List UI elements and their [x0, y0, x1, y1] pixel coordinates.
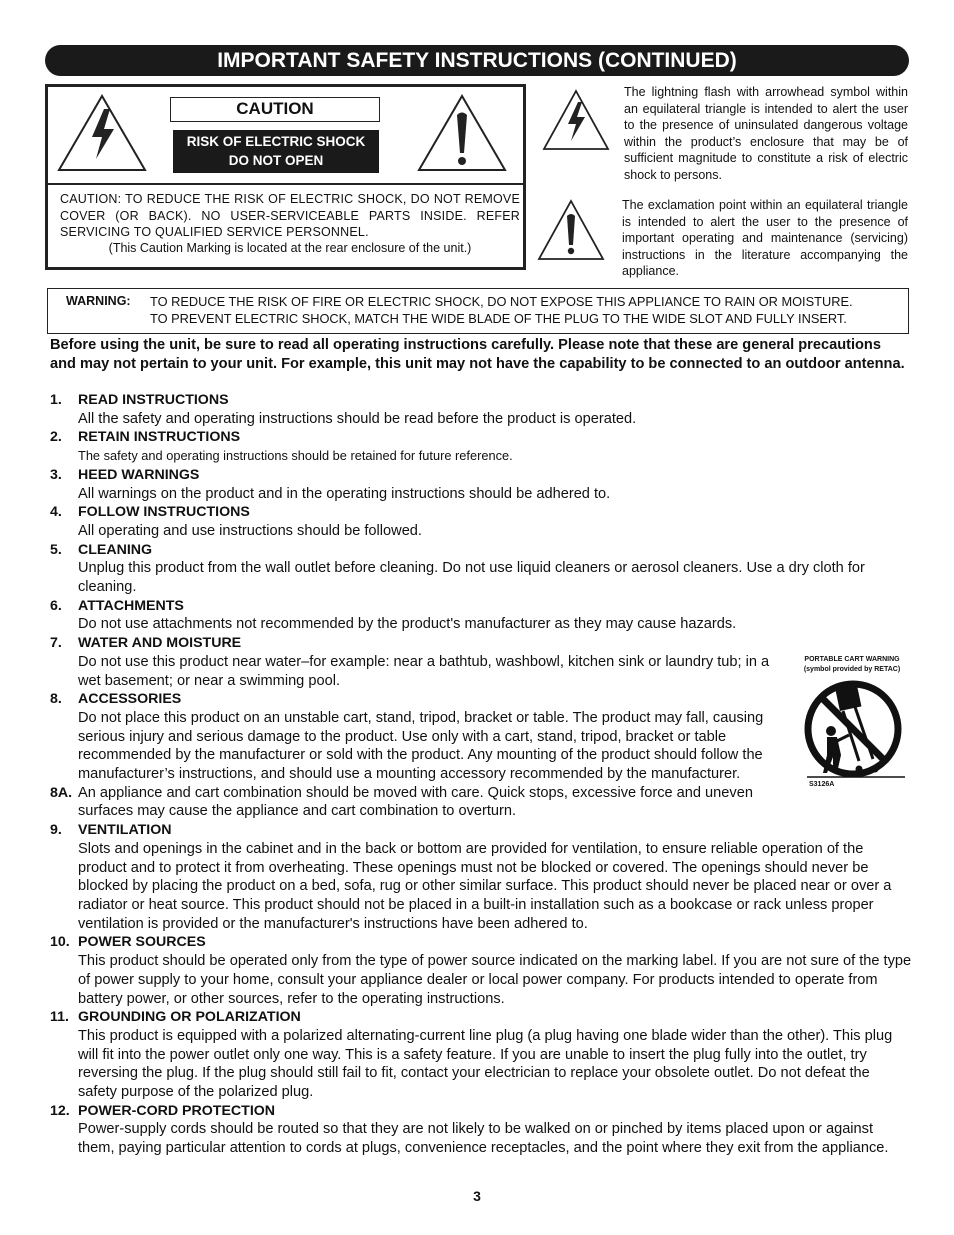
warning-box	[47, 288, 909, 334]
list-item	[50, 634, 912, 690]
item-heading: POWER SOURCES	[78, 934, 206, 951]
item-body: An appliance and cart combination should be moved with care. Quick stops, excessive force and uneven surfaces may cause the appliance and cart combination to overturn.	[78, 784, 753, 820]
list-item	[50, 821, 912, 933]
item-heading: HEED WARNINGS	[78, 466, 200, 483]
cart-warning-title: PORTABLE CART WARNING	[804, 656, 900, 663]
item-number: 7.	[50, 635, 62, 652]
caution-divider	[48, 183, 523, 185]
caution-text: CAUTION: TO REDUCE THE RISK OF ELECTRIC SHOCK, DO NOT REMOVE COVER (OR BACK). NO USER-SERVICEABLE PARTS INSIDE. REFER SERVICING TO QUALIFIED SERVICE PERSONNEL.	[60, 192, 520, 239]
item-number: 3.	[50, 466, 62, 483]
item-heading: READ INSTRUCTIONS	[78, 392, 229, 408]
intro-paragraph: Before using the unit, be sure to read all operating instructions carefully. Please note that these are general precautions and may not pertain to your unit. For example, this unit may not have the capability to be connected to an outdoor antenna.	[50, 337, 905, 372]
cart-warning-subtitle: (symbol provided by RETAC)	[803, 666, 901, 673]
warning-text	[150, 293, 853, 327]
exclamation-warning-icon	[416, 93, 508, 173]
list-item	[50, 541, 912, 597]
item-body: Do not place this product on an unstable cart, stand, tripod, bracket or table. The product may fall, causing serious injury and serious damage to the product. Use only with a cart, stand, tripod, bracket or table recommended by the manufacturer or sold with the product. Any mounting of the product should follow the manufacturer’s instructions, and should use a mounting accessory recommended by the manufacturer.	[78, 709, 764, 783]
instruction-list	[50, 391, 912, 1158]
warning-line-2: TO PREVENT ELECTRIC SHOCK, MATCH THE WIDE BLADE OF THE PLUG TO THE WIDE SLOT AND FULLY INSERT.	[150, 311, 847, 326]
lightning-warning-icon	[56, 93, 148, 173]
item-number: 5.	[50, 541, 62, 558]
cart-symbol-code: S3126A	[809, 781, 835, 788]
item-body: Slots and openings in the cabinet and in the back or bottom are provided for ventilation, to ensure reliable operation of the product and to protect it from overheating. These openings must not be blocked or covered. The openings should never be blocked by placing the product on a bed, sofa, rug or other similar surface. This product should never be placed near or over a radiator or heat source. This product should not be placed in a built-in installation such as a bookcase or rack unless proper ventilation is provided or the manufacturer's instructions have been adhered to.	[78, 840, 892, 932]
item-body: All warnings on the product and in the operating instructions should be adhered to.	[78, 485, 611, 502]
list-item	[50, 503, 912, 540]
risk-line-1: RISK OF ELECTRIC SHOCK	[186, 134, 366, 149]
list-item	[50, 1008, 912, 1102]
item-body: Unplug this product from the wall outlet before cleaning. Do not use liquid cleaners or aerosol cleaners. Use a dry cloth for cleaning.	[78, 560, 865, 596]
item-number: 6.	[50, 597, 62, 614]
item-heading: RETAIN INSTRUCTIONS	[78, 429, 241, 446]
item-number: 2.	[50, 429, 62, 446]
list-item	[50, 428, 912, 465]
portable-cart-warning	[797, 655, 907, 795]
item-number: 4.	[50, 504, 62, 521]
item-number: 9.	[50, 822, 62, 839]
item-heading: ATTACHMENTS	[78, 597, 184, 614]
risk-line-2: DO NOT OPEN	[228, 153, 324, 168]
page-title: IMPORTANT SAFETY INSTRUCTIONS (CONTINUED)	[45, 45, 909, 76]
item-number: 8A.	[50, 784, 73, 801]
page-number: 3	[473, 1188, 481, 1204]
item-number: 11.	[50, 1009, 69, 1026]
list-item	[50, 466, 912, 503]
item-number: 1.	[50, 392, 62, 408]
warning-label: WARNING:	[66, 294, 131, 308]
item-body: This product is equipped with a polarized alternating-current line plug (a plug having one blade wider than the other). This plug will fit into the power outlet only one way. This is a safety feature. If you are unable to insert the plug fully into the outlet, try reversing the plug. If the plug should still fail to fit, contact your electrician to replace your obsolete outlet. Do not defeat the safety purpose of the polarized plug.	[78, 1027, 893, 1101]
item-heading: FOLLOW INSTRUCTIONS	[78, 504, 250, 521]
item-heading: GROUNDING OR POLARIZATION	[78, 1009, 301, 1026]
caution-box	[45, 84, 526, 270]
item-heading: CLEANING	[78, 541, 153, 558]
item-heading: VENTILATION	[78, 822, 172, 839]
list-item	[50, 933, 912, 1008]
item-heading: WATER AND MOISTURE	[78, 635, 242, 652]
item-heading: ACCESSORIES	[78, 691, 182, 708]
item-body: This product should be operated only from the type of power source indicated on the marking label. If you are not sure of the type of power supply to your home, consult your appliance dealer or local power company. For products intended to operate from battery power, or other sources, refer to the operating instructions.	[78, 953, 912, 1007]
warning-line-1: TO REDUCE THE RISK OF FIRE OR ELECTRIC SHOCK, DO NOT EXPOSE THIS APPLIANCE TO RAIN OR MOISTURE.	[150, 294, 853, 309]
list-item	[50, 597, 912, 634]
exclamation-symbol-description: The exclamation point within an equilateral triangle is intended to alert the user to the presence of important operating and maintenance (servicing) instructions in the literature accompanying the appliance.	[622, 198, 908, 278]
list-item	[50, 690, 912, 784]
tipping-cart-icon	[797, 677, 907, 782]
lightning-symbol-icon	[541, 88, 611, 153]
caution-label: CAUTION	[170, 97, 380, 122]
item-body: Do not use this product near water–for example: near a bathtub, washbowl, kitchen sink or laundry tub; in a wet basement; or near a swimming pool.	[78, 653, 770, 689]
item-body: All operating and use instructions should be followed.	[78, 522, 422, 539]
item-body: The safety and operating instructions should be retained for future reference.	[78, 448, 513, 464]
risk-of-shock-label	[173, 130, 379, 173]
item-number: 10.	[50, 934, 70, 951]
list-item	[50, 1102, 912, 1158]
list-item	[50, 391, 912, 428]
item-body: Do not use attachments not recommended by the product's manufacturer as they may cause hazards.	[78, 616, 737, 633]
lightning-symbol-description: The lightning flash with arrowhead symbol within an equilateral triangle is intended to alert the user to the presence of uninsulated dangerous voltage within the product’s enclosure that may be of sufficient magnitude to constitute a risk of electric shock to persons.	[624, 85, 908, 182]
exclamation-symbol-icon	[536, 198, 606, 263]
item-body: Power-supply cords should be routed so that they are not likely to be walked on or pinched by items placed upon or against them, paying particular attention to cords at plugs, convenience receptacles, and the point where they exit from the appliance.	[78, 1121, 889, 1157]
item-body: All the safety and operating instructions should be read before the product is operated.	[78, 410, 637, 427]
item-number: 12.	[50, 1102, 70, 1119]
item-number: 8.	[50, 691, 62, 708]
list-item	[50, 784, 912, 821]
item-heading: POWER-CORD PROTECTION	[78, 1102, 276, 1119]
caution-note: (This Caution Marking is located at the rear enclosure of the unit.)	[108, 241, 472, 255]
